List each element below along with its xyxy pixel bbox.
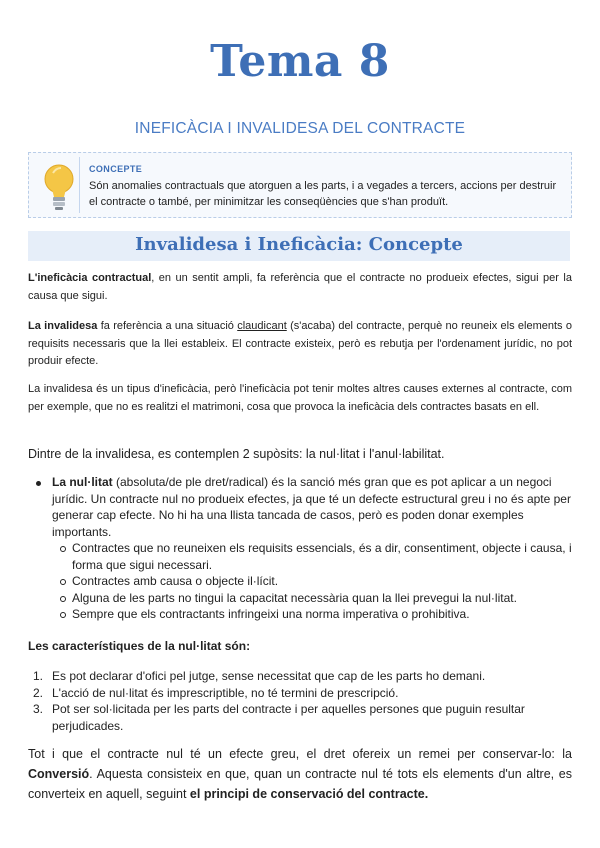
- section-title: Invalidesa i Ineficàcia: Concepte: [135, 234, 463, 255]
- list-item-text: Pot ser sol·licitada per les parts del contracte i per aquelles persones que puguin resultar perjudicades.: [52, 702, 525, 733]
- list-item-text: L'acció de nul·litat és imprescriptible, no té termini de prescripció.: [52, 685, 399, 700]
- section-header: [28, 231, 570, 261]
- list-number: 1.: [33, 669, 44, 683]
- list-item: [28, 668, 572, 685]
- page-title: Tema 8: [210, 36, 390, 87]
- list-item: [28, 701, 572, 734]
- paragraph-suposits: Dintre de la invalidesa, es contemplen 2 supòsits: la nul·litat i l'anul·labilitat.: [28, 447, 445, 461]
- circle-bullet-icon: [60, 579, 66, 585]
- term-invalidesa: La invalidesa: [28, 320, 98, 332]
- paragraph-text: fa referència a una situació: [97, 320, 238, 332]
- list-item: [28, 540, 572, 573]
- list-item: [28, 474, 572, 540]
- list-item-text: Es pot declarar d'ofici pel jutge, sense necessitat que cap de les parts ho demani.: [52, 669, 486, 683]
- list-item-text: Sempre que els contractants infringeixi una norma imperativa o prohibitiva.: [72, 607, 470, 621]
- concept-text: Són anomalies contractuals que atorguen a les parts, i a vegades a tercers, accions per destruir el contracte o també, per minimitzar les conseqüències que s'han produït.: [89, 180, 557, 208]
- list-item-text: Alguna de les parts no tingui la capacitat necessària quan la llei prevegui la nul·litat.: [72, 590, 517, 605]
- paragraph-ineficacia: [28, 270, 572, 305]
- circle-bullet-icon: [60, 596, 66, 602]
- paragraph-conversio: [28, 744, 572, 804]
- nullity-list: [28, 474, 572, 623]
- list-item: [28, 606, 572, 623]
- paragraph-text: , en un sentit ampli, fa referència que el contracte no produeix efectes, sigui per la causa que sigui.: [28, 272, 572, 302]
- list-item-text: Contractes amb causa o objecte il·lícit.: [72, 574, 279, 588]
- term-conversio: Conversió: [28, 767, 90, 781]
- concept-label: CONCEPTE: [89, 164, 143, 174]
- characteristics-list: [28, 668, 572, 734]
- list-item: [28, 573, 572, 590]
- characteristics-heading: Les característiques de la nul·litat són:: [28, 639, 251, 653]
- term-nullitat: La nul·litat: [52, 475, 113, 489]
- list-item: [28, 685, 572, 702]
- circle-bullet-icon: [60, 612, 66, 618]
- paragraph-text: Tot i que el contracte nul té un efecte greu, el dret ofereix un remei per conservar-lo: la: [28, 747, 572, 761]
- concept-divider: [79, 157, 80, 213]
- list-item-text: (absoluta/de ple dret/radical) és la sanció més gran que es pot aplicar a un negoci jurídic. Un contracte nul no produeix efectes, ja que té un defecte estructural greu i no és apte per generar cap efecte. No hi ha una llista tancada de casos, però es poden donar exemples importants.: [52, 475, 571, 539]
- page-subtitle: INEFICÀCIA I INVALIDESA DEL CONTRACTE: [134, 120, 466, 137]
- term-claudicant: claudicant: [237, 320, 287, 332]
- list-number: 2.: [33, 685, 44, 700]
- list-item-text: Contractes que no reuneixen els requisits essencials, és a dir, consentiment, objecte i causa, i forma que sigui necessari.: [72, 541, 572, 572]
- paragraph-tipus: La invalidesa és un tipus d'ineficàcia, però l'ineficàcia pot tenir moltes altres causes externes al contracte, com per exemple, que no es realitzi el matrimoni, cosa que provoca la ineficàcia dels contractes basats en ell.: [28, 383, 572, 413]
- list-number: 3.: [33, 702, 44, 716]
- paragraph-text: (s'acaba) del contracte, perquè no reuneix els elements o requisits necessaris que la llei estableix. El contracte existeix, però es rebutja per l'ordenament jurídic, no pot produir efecte.: [28, 320, 572, 367]
- term-principi: el principi de conservació del contracte.: [189, 787, 429, 801]
- list-item: [28, 590, 572, 607]
- paragraph-text: . Aquesta consisteix en que, quan un contracte nul té tots els elements d'un altre, es converteix en aquell, seguint: [28, 767, 572, 801]
- term-ineficacia: L'ineficàcia contractual: [28, 272, 152, 284]
- paragraph-invalidesa: [28, 318, 572, 371]
- lightbulb-icon: [37, 159, 81, 213]
- circle-bullet-icon: [60, 546, 66, 552]
- bullet-icon: [36, 481, 41, 486]
- concept-callout: [28, 152, 572, 218]
